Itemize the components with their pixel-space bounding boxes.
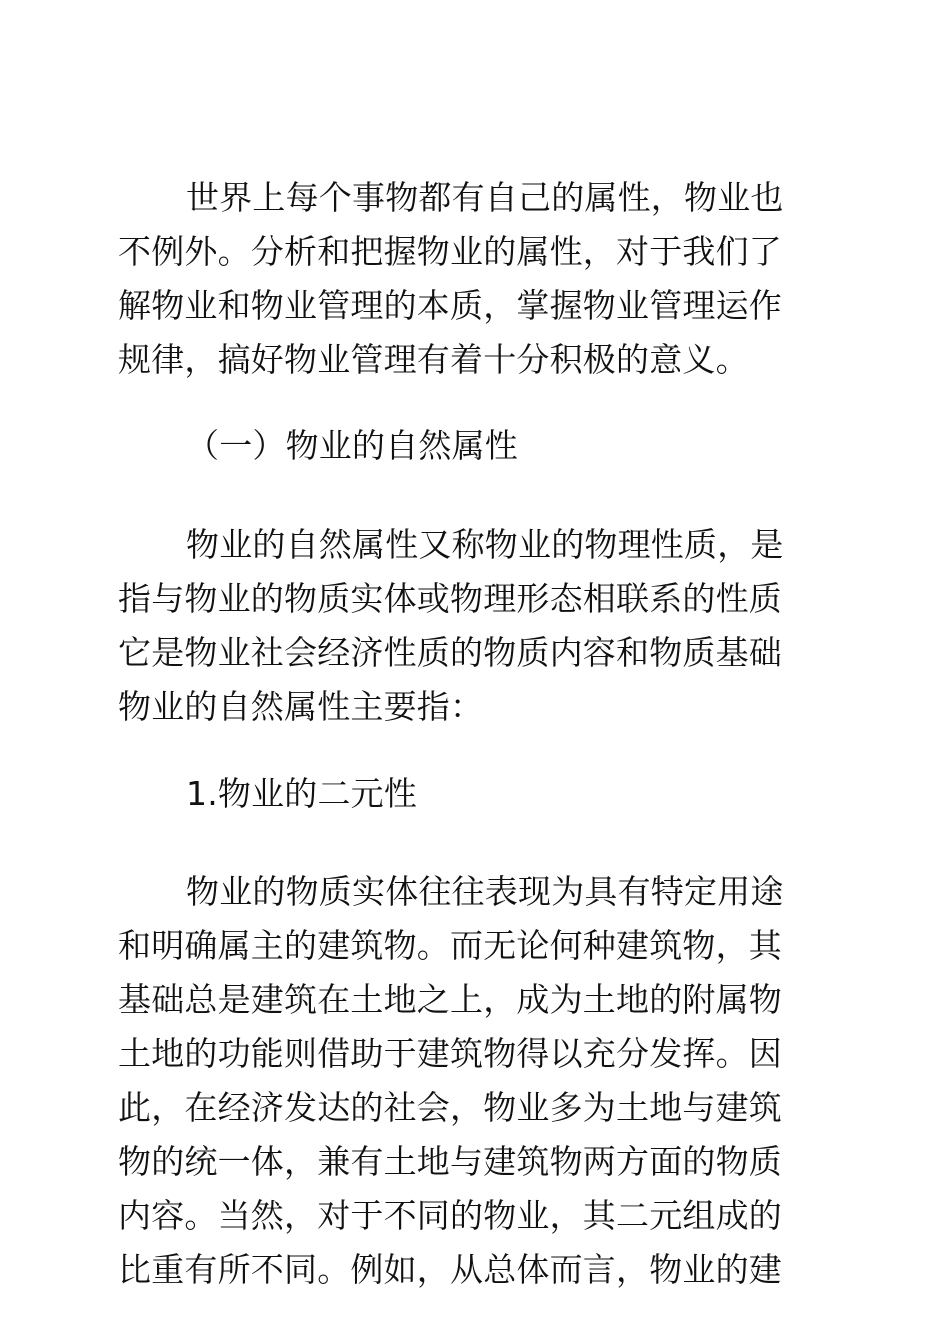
section-heading: （一）物业的自然属性 xyxy=(186,426,518,465)
subheading: 1.物业的二元性 xyxy=(186,774,418,813)
sub-body-line-8: 比重有所不同。例如，从总体而言，物业的建 xyxy=(118,1250,782,1289)
intro-line-4: 规律，搞好物业管理有着十分积极的意义。 xyxy=(118,340,749,379)
section-body-line-1: 物业的自然属性又称物业的物理性质，是 xyxy=(186,525,784,564)
sub-body-line-2: 和明确属主的建筑物。而无论何种建筑物，其 xyxy=(118,926,782,965)
intro-line-3: 解物业和物业管理的本质，掌握物业管理运作 xyxy=(118,286,782,325)
intro-line-2: 不例外。分析和把握物业的属性，对于我们了 xyxy=(118,232,782,271)
sub-body-line-3: 基础总是建筑在土地之上，成为土地的附属物 xyxy=(118,980,782,1019)
section-body-line-2: 指与物业的物质实体或物理形态相联系的性质 xyxy=(118,579,782,618)
sub-body-line-1: 物业的物质实体往往表现为具有特定用途 xyxy=(186,872,784,911)
sub-body-line-4: 土地的功能则借助于建筑物得以充分发挥。因 xyxy=(118,1034,782,1073)
sub-body-line-6: 物的统一体，兼有土地与建筑物两方面的物质 xyxy=(118,1142,782,1181)
section-body-line-4: 物业的自然属性主要指： xyxy=(118,687,484,726)
intro-line-1: 世界上每个事物都有自己的属性，物业也 xyxy=(186,178,784,217)
sub-body-line-7: 内容。当然，对于不同的物业，其二元组成的 xyxy=(118,1196,782,1235)
section-body-line-3: 它是物业社会经济性质的物质内容和物质基础 xyxy=(118,633,782,672)
sub-body-line-5: 此，在经济发达的社会，物业多为土地与建筑 xyxy=(118,1088,782,1127)
